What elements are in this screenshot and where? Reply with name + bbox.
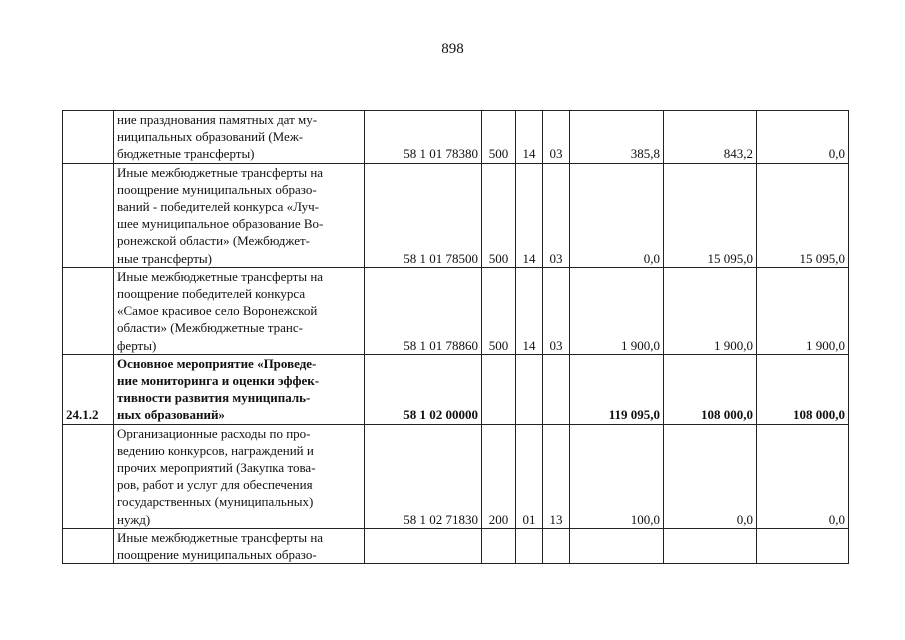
cell-section: 14 [516, 111, 543, 164]
cell-description [114, 267, 365, 354]
cell-expense-type: 200 [482, 424, 516, 528]
description-line: государственных (муниципальных) [117, 494, 314, 510]
description-line: Иные межбюджетные трансферты на [117, 529, 324, 545]
cell-amount-year1: 385,8 [570, 111, 664, 164]
cell-expense-type: 500 [482, 163, 516, 267]
description-line: нужд) [117, 511, 151, 527]
table-body [63, 111, 849, 564]
cell-amount-year2 [664, 528, 757, 563]
description-line: ниципальных образований (Меж- [117, 129, 304, 145]
cell-subsection: 03 [543, 163, 570, 267]
cell-index [63, 424, 114, 528]
cell-amount-year3 [757, 528, 849, 563]
description-line: Иные межбюджетные трансферты на [117, 268, 324, 284]
description-line: Иные межбюджетные трансферты на [117, 164, 324, 180]
cell-amount-year3: 0,0 [757, 424, 849, 528]
cell-amount-year3: 108 000,0 [757, 354, 849, 424]
cell-amount-year1: 0,0 [570, 163, 664, 267]
description-line: прочих мероприятий (Закупка това- [117, 460, 316, 476]
description-line: поощрение муниципальных образо- [117, 547, 317, 563]
cell-section: 14 [516, 163, 543, 267]
description-line: «Самое красивое село Воронежской [117, 303, 318, 319]
description-line: Организационные расходы по про- [117, 425, 311, 441]
cell-amount-year2: 0,0 [664, 424, 757, 528]
cell-expense-type [482, 528, 516, 563]
description-line: ров, работ и услуг для обеспечения [117, 477, 313, 493]
table-row [63, 163, 849, 267]
cell-amount-year1: 100,0 [570, 424, 664, 528]
table-row [63, 354, 849, 424]
cell-target-code [365, 528, 482, 563]
cell-amount-year2: 1 900,0 [664, 267, 757, 354]
cell-amount-year2: 843,2 [664, 111, 757, 164]
cell-description [114, 354, 365, 424]
cell-subsection: 03 [543, 111, 570, 164]
cell-index [63, 528, 114, 563]
cell-subsection [543, 528, 570, 563]
description-line: ных образований» [117, 407, 225, 423]
cell-index [63, 267, 114, 354]
cell-amount-year2: 108 000,0 [664, 354, 757, 424]
cell-index: 24.1.2 [63, 354, 114, 424]
cell-section [516, 528, 543, 563]
cell-amount-year3: 15 095,0 [757, 163, 849, 267]
description-line: поощрение муниципальных образо- [117, 181, 317, 197]
cell-section: 14 [516, 267, 543, 354]
description-line: ные трансферты) [117, 250, 212, 266]
cell-description [114, 163, 365, 267]
cell-amount-year3: 1 900,0 [757, 267, 849, 354]
cell-target-code: 58 1 01 78500 [365, 163, 482, 267]
cell-description [114, 528, 365, 563]
cell-amount-year2: 15 095,0 [664, 163, 757, 267]
description-line: ферты) [117, 337, 157, 353]
cell-amount-year1: 119 095,0 [570, 354, 664, 424]
cell-subsection: 03 [543, 267, 570, 354]
description-line: Основное мероприятие «Проведе- [117, 355, 317, 371]
cell-amount-year1 [570, 528, 664, 563]
cell-expense-type: 500 [482, 267, 516, 354]
description-line: ведению конкурсов, награждений и [117, 442, 314, 458]
cell-section [516, 354, 543, 424]
description-line: поощрение победителей конкурса [117, 286, 306, 302]
cell-description [114, 111, 365, 164]
cell-amount-year1: 1 900,0 [570, 267, 664, 354]
cell-target-code: 58 1 02 00000 [365, 354, 482, 424]
description-line: ваний - победителей конкурса «Луч- [117, 199, 319, 215]
description-line: шее муниципальное образование Во- [117, 216, 324, 232]
cell-description [114, 424, 365, 528]
table-row [63, 267, 849, 354]
cell-subsection [543, 354, 570, 424]
page-number: 898 [441, 41, 464, 57]
description-line: ронежской области» (Межбюджет- [117, 233, 310, 249]
description-line: ние мониторинга и оценки эффек- [117, 373, 320, 389]
description-line: бюджетные трансферты) [117, 146, 255, 162]
description-line: области» (Межбюджетные транс- [117, 320, 303, 336]
cell-amount-year3: 0,0 [757, 111, 849, 164]
cell-expense-type: 500 [482, 111, 516, 164]
table-row [63, 424, 849, 528]
budget-table [62, 110, 849, 564]
table-row [63, 528, 849, 563]
cell-section: 01 [516, 424, 543, 528]
table-row [63, 111, 849, 164]
cell-index [63, 163, 114, 267]
cell-expense-type [482, 354, 516, 424]
cell-subsection: 13 [543, 424, 570, 528]
cell-target-code: 58 1 01 78380 [365, 111, 482, 164]
description-line: ние празднования памятных дат му- [117, 112, 318, 127]
cell-target-code: 58 1 02 71830 [365, 424, 482, 528]
cell-index [63, 111, 114, 164]
description-line: тивности развития муниципаль- [117, 390, 311, 406]
cell-target-code: 58 1 01 78860 [365, 267, 482, 354]
